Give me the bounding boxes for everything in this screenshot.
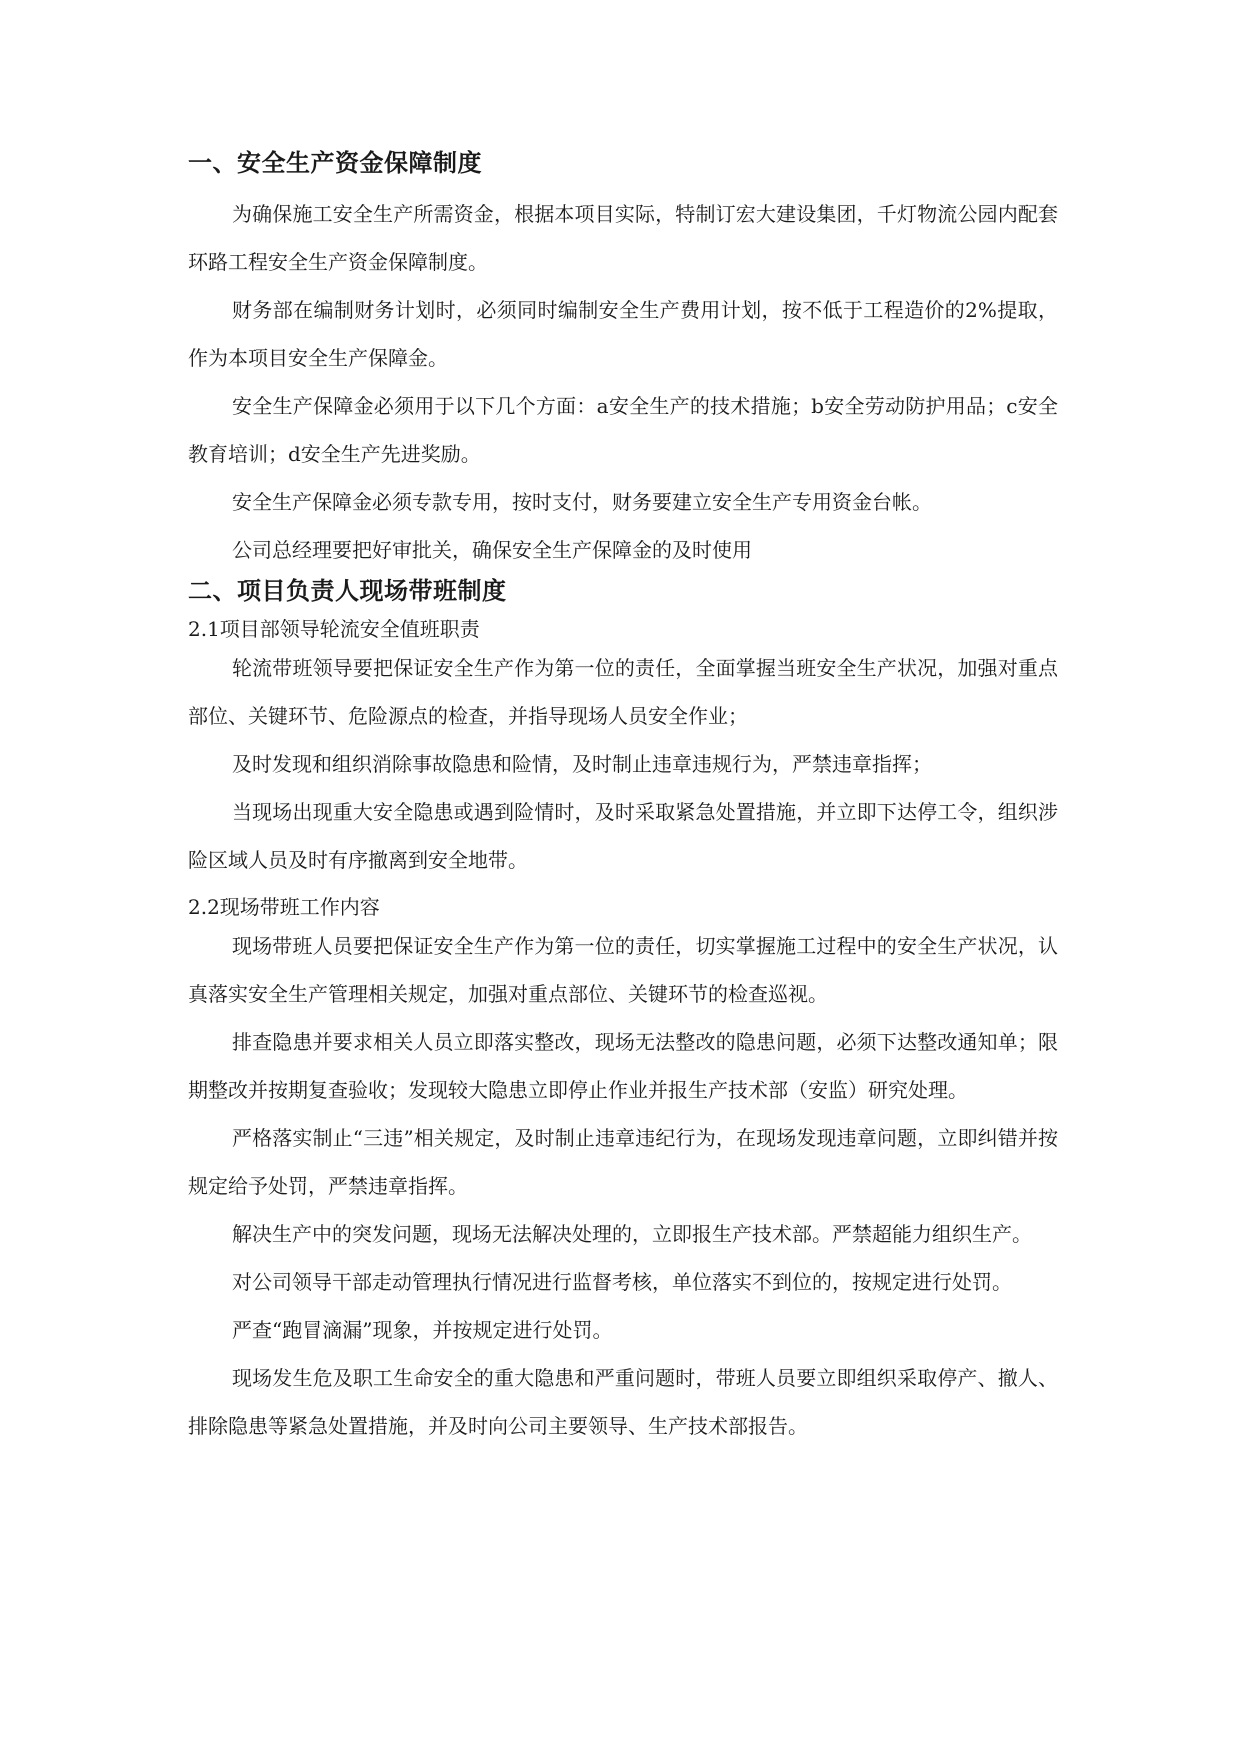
section-heading-1: 一、安全生产资金保障制度 [188,149,482,177]
paragraph: 现场发生危及职工生命安全的重大隐患和严重问题时，带班人员要立即组织采取停产、撤人、排除隐患等紧急处置措施，并及时向公司主要领导、生产技术部报告。 [188,1366,1058,1438]
document-page [188,148,1058,1450]
section-heading-2: 二、项目负责人现场带班制度 [188,577,507,605]
paragraph: 排查隐患并要求相关人员立即落实整改，现场无法整改的隐患问题，必须下达整改通知单；限期整改并按期复查验收；发现较大隐患立即停止作业并报生产技术部（安监）研究处理。 [188,1030,1058,1102]
paragraph: 现场带班人员要把保证安全生产作为第一位的责任，切实掌握施工过程中的安全生产状况，认真落实安全生产管理相关规定，加强对重点部位、关键环节的检查巡视。 [188,934,1058,1006]
paragraph: 公司总经理要把好审批关，确保安全生产保障金的及时使用 [232,538,752,562]
paragraph: 轮流带班领导要把保证安全生产作为第一位的责任，全面掌握当班安全生产状况，加强对重点部位、关键环节、危险源点的检查，并指导现场人员安全作业； [188,656,1058,728]
subsection-title-2-1: 2.1项目部领导轮流安全值班职责 [188,617,480,641]
paragraph: 对公司领导干部走动管理执行情况进行监督考核，单位落实不到位的，按规定进行处罚。 [232,1270,1012,1294]
paragraph: 当现场出现重大安全隐患或遇到险情时，及时采取紧急处置措施，并立即下达停工令，组织涉险区域人员及时有序撤离到安全地带。 [188,800,1058,872]
paragraph: 及时发现和组织消除事故隐患和险情，及时制止违章违规行为，严禁违章指挥； [232,752,932,776]
paragraph: 财务部在编制财务计划时，必须同时编制安全生产费用计划，按不低于工程造价的2%提取，作为本项目安全生产保障金。 [188,298,1058,370]
paragraph: 安全生产保障金必须用于以下几个方面：a安全生产的技术措施；b安全劳动防护用品；c安全教育培训；d安全生产先进奖励。 [188,394,1058,466]
subsection-title-2-2: 2.2现场带班工作内容 [188,895,380,919]
paragraph: 严查“跑冒滴漏”现象，并按规定进行处罚。 [232,1318,613,1342]
paragraph: 安全生产保障金必须专款专用，按时支付，财务要建立安全生产专用资金台帐。 [232,490,932,514]
paragraph: 解决生产中的突发问题，现场无法解决处理的，立即报生产技术部。严禁超能力组织生产。 [232,1222,1032,1246]
paragraph: 严格落实制止“三违”相关规定，及时制止违章违纪行为，在现场发现违章问题，立即纠错并按规定给予处罚，严禁违章指挥。 [188,1126,1058,1198]
paragraph: 为确保施工安全生产所需资金，根据本项目实际，特制订宏大建设集团，千灯物流公园内配套环路工程安全生产资金保障制度。 [188,202,1058,274]
